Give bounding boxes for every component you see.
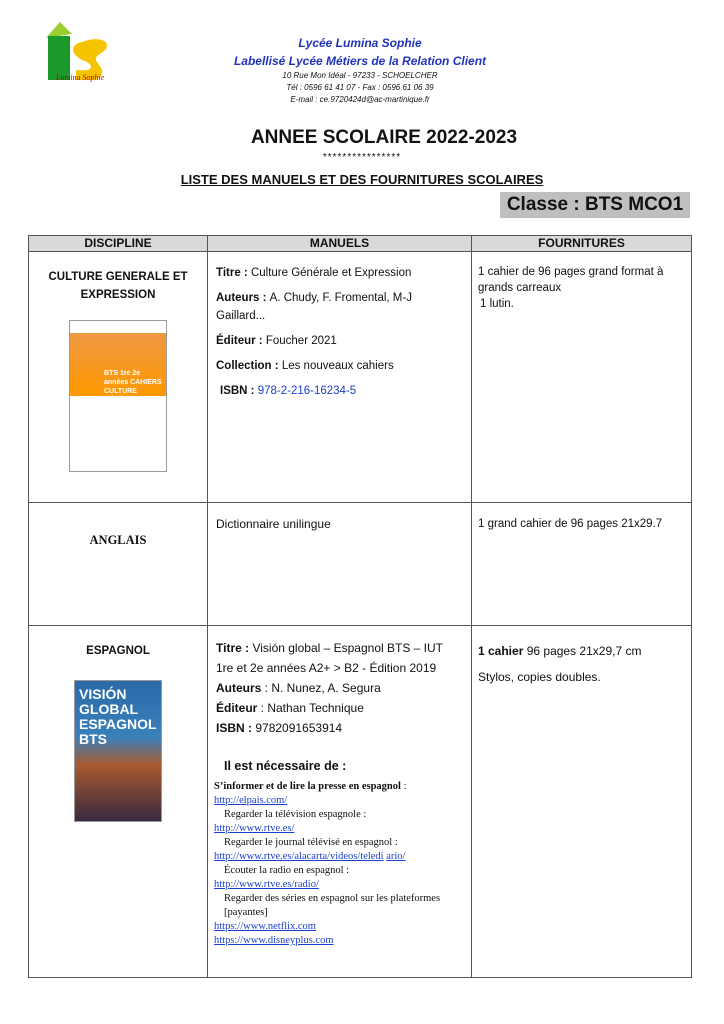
col-discipline: DISCIPLINE	[29, 236, 208, 252]
page-title: ANNEE SCOLAIRE 2022-2023	[250, 127, 518, 148]
discipline: CULTURE GENERALE ET EXPRESSION	[48, 271, 188, 301]
link-telediario[interactable]: http://www.rtve.es/alacarta/videos/teledi	[214, 851, 384, 862]
auteurs: Auteurs : N. Nunez, A. Segura	[216, 681, 381, 695]
class-label: Classe : BTS MCO1	[500, 192, 690, 218]
link-telediario-2[interactable]: ario/	[386, 851, 406, 862]
school-label: Labellisé Lycée Métiers de la Relation Client	[233, 54, 487, 68]
col-fournitures: FOURNITURES	[472, 236, 692, 252]
collection: Collection : Les nouveaux cahiers	[216, 360, 394, 372]
link-disneyplus[interactable]: https://www.disneyplus.com	[214, 935, 334, 946]
necessaire-heading: Il est nécessaire de :	[224, 759, 347, 773]
tv-text: Regarder la télévision espagnole :	[224, 809, 367, 820]
table-row	[29, 503, 692, 626]
book-cover-image	[74, 680, 162, 822]
stars-divider: ****************	[322, 152, 402, 163]
series-text: Regarder des séries en espagnol sur les plateformes [payantes]	[224, 893, 441, 918]
fourniture: 1 grand cahier de 96 pages 21x29.7	[478, 518, 663, 530]
cover-text: BTS 1re 2e années CAHIERS CULTURE GÉNÉRALE et EXPRESSION	[104, 370, 162, 413]
svg-text:Lumina Sophie: Lumina Sophie	[56, 73, 105, 82]
discipline: ANGLAIS	[89, 533, 147, 547]
email: E-mail : ce.9720424d@ac-martinique.fr	[290, 95, 430, 104]
col-manuels: MANUELS	[208, 236, 472, 252]
link-netflix[interactable]: https://www.netflix.com	[214, 921, 316, 932]
school-logo	[42, 20, 114, 88]
isbn: ISBN : 978-2-216-16234-5	[220, 385, 357, 397]
titre: Titre : Visión global – Espagnol BTS – IUT 1re et 2e années A2+ > B2 - Édition 2019	[216, 641, 443, 675]
isbn: ISBN : 9782091653914	[216, 721, 343, 735]
book-cover-image	[69, 320, 167, 472]
supplies-table	[28, 235, 692, 978]
presse-text: S’informer et de lire la presse en espagnol :	[214, 781, 407, 792]
link-elpais[interactable]: http://elpais.com/	[214, 795, 288, 806]
table-header	[29, 236, 692, 252]
link-radio[interactable]: http://www.rtve.es/radio/	[214, 879, 319, 890]
titre: Titre : Culture Générale et Expression	[216, 267, 412, 279]
fourniture: Stylos, copies doubles.	[478, 670, 601, 684]
auteurs: Auteurs : A. Chudy, F. Fromental, M-J Gaillard...	[216, 292, 412, 322]
table-row	[29, 626, 692, 978]
editeur: Éditeur : Foucher 2021	[216, 335, 337, 347]
fourniture: 1 cahier de 96 pages grand format à grands carreaux	[478, 266, 664, 294]
phone: Tél : 0596 61 41 07 - Fax : 0596 61 06 39	[286, 83, 434, 92]
link-rtve[interactable]: http://www.rtve.es/	[214, 823, 295, 834]
discipline: ESPAGNOL	[86, 645, 150, 657]
cover-text: VISIÓN GLOBAL ESPAGNOL BTS	[79, 686, 157, 747]
fourniture: 1 lutin.	[480, 298, 514, 310]
address: 10 Rue Mon Idéal - 97233 - SCHOELCHER	[282, 71, 438, 80]
subtitle: LISTE DES MANUELS ET DES FOURNITURES SCOLAIRES	[180, 172, 544, 187]
editeur: Éditeur : Nathan Technique	[216, 701, 364, 715]
radio-text: Écouter la radio en espagnol :	[224, 865, 350, 876]
manuel: Dictionnaire unilingue	[216, 517, 331, 531]
school-name: Lycée Lumina Sophie	[298, 36, 422, 50]
fourniture: 1 cahier 96 pages 21x29,7 cm	[478, 644, 642, 658]
table-row	[29, 252, 692, 503]
journal-text: Regarder le journal télévisé en espagnol :	[224, 837, 398, 848]
